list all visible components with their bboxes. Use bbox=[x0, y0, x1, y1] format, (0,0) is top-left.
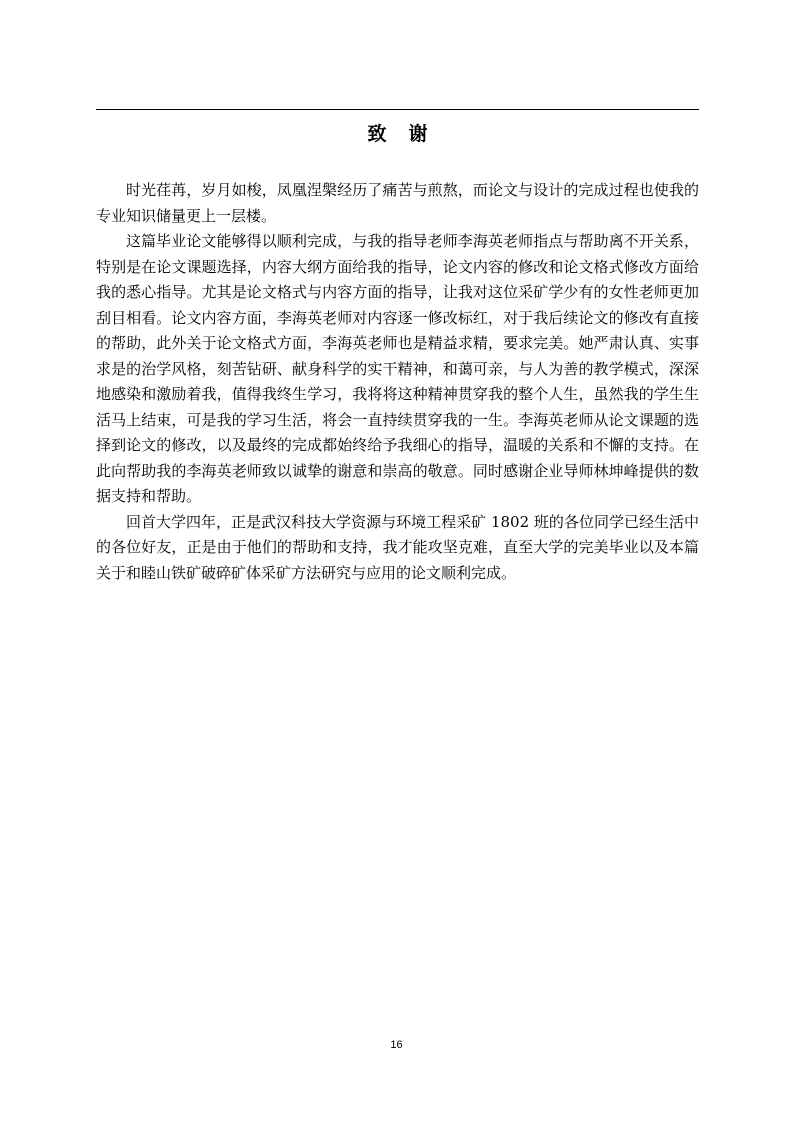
paragraph-2: 这篇毕业论文能够得以顺利完成，与我的指导老师李海英老师指点与帮助离不开关系，特别是在论文课题选择，内容大纲方面给我的指导，论文内容的修改和论文格式修改方面给我的悉心指导。尤其是论文格式与内容方面的指导，让我对这位采矿学少有的女性老师更加刮目相看。论文内容方面，李海英老师对内容逐一修改标红，对于我后续论文的修改有直接的帮助，此外关于论文格式方面，李海英老师也是精益求精，要求完美。她严肃认真、实事求是的治学风格，刻苦钻研、献身科学的实干精神，和蔼可亲，与人为善的教学模式，深深地感染和激励着我，值得我终生学习，我将将这种精神贯穿我的整个人生，虽然我的学生生活马上结束，可是我的学习生活，将会一直持续贯穿我的一生。李海英老师从论文课题的选择到论文的修改，以及最终的完成都始终给予我细心的指导，温暖的关系和不懈的支持。在此向帮助我的李海英老师致以诚挚的谢意和崇高的敬意。同时感谢企业导师林坤峰提供的数据支持和帮助。 bbox=[96, 232, 699, 505]
page-title: 致谢 bbox=[367, 123, 450, 145]
header-rule bbox=[96, 109, 699, 110]
paragraph-1: 时光荏苒，岁月如梭，凤凰涅槃经历了痛苦与煎熬，而论文与设计的完成过程也使我的专业知识储量更上一层楼。 bbox=[96, 181, 699, 225]
acknowledgement-body bbox=[96, 178, 699, 586]
paragraph-3: 回首大学四年，正是武汉科技大学资源与环境工程采矿 1802 班的各位同学已经生活中的各位好友，正是由于他们的帮助和支持，我才能攻坚克难，直至大学的完美毕业以及本篇关于和睦山铁矿破碎矿体采矿方法研究与应用的论文顺利完成。 bbox=[96, 512, 699, 582]
page-number: 16 bbox=[390, 1039, 403, 1051]
